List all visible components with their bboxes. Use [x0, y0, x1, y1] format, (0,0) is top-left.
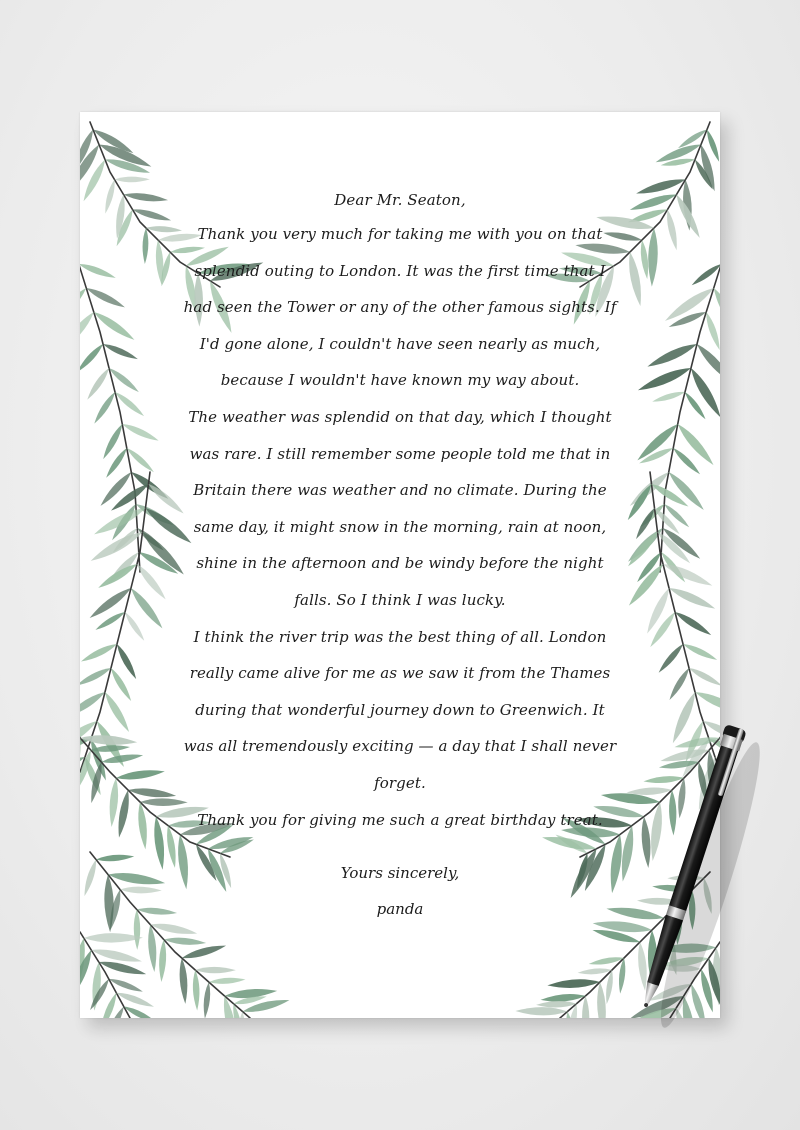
willow-leaf-icon — [596, 982, 608, 1018]
willow-leaf-icon — [209, 977, 246, 985]
willow-leaf-icon — [664, 209, 680, 251]
letter-line: Thank you very much for taking me with you on that — [197, 225, 603, 243]
willow-leaf-icon — [515, 1007, 567, 1016]
willow-leaf-icon — [636, 364, 693, 395]
letter-line: forget. — [374, 773, 426, 792]
willow-leaf-icon — [181, 942, 227, 961]
willow-leaf-icon — [687, 366, 720, 420]
letter-line: Thank you for giving me such a great birthday treat. — [197, 810, 603, 829]
willow-leaf-icon — [114, 177, 149, 183]
willow-leaf-icon — [80, 689, 107, 720]
willow-leaf-icon — [701, 877, 714, 914]
letter-line: was rare. I still remember some people told me that in — [189, 444, 611, 463]
willow-leaf-icon — [202, 982, 212, 1018]
willow-leaf-icon — [582, 996, 590, 1018]
willow-leaf-icon — [674, 902, 684, 945]
willow-leaf-icon — [656, 642, 685, 675]
letter-line: falls. So I think I was lucky. — [294, 590, 506, 609]
letter-line: I'd gone alone, I couldn't have seen nearly as much, — [199, 334, 601, 353]
willow-leaf-icon — [647, 930, 658, 990]
willow-leaf-icon — [80, 261, 117, 281]
willow-leaf-icon — [604, 970, 615, 1005]
willow-leaf-icon — [635, 176, 687, 198]
letter-line: really came alive for me as we saw it from the Thames — [189, 664, 611, 683]
willow-leaf-icon — [121, 421, 160, 443]
willow-stem — [80, 932, 130, 1018]
willow-leaf-icon — [158, 939, 167, 982]
letter-line: during that wonderful journey down to Greenwich. It — [195, 700, 605, 719]
willow-leaf-icon — [647, 228, 659, 287]
willow-leaf-icon — [132, 206, 172, 223]
letter-line: splendid outing to London. It was the first time that I — [194, 261, 606, 280]
letter-paper — [80, 112, 720, 1018]
salutation: Dear Mr. Seaton, — [334, 191, 466, 209]
willow-leaf-icon — [178, 958, 189, 1004]
willow-leaf-icon — [667, 875, 704, 881]
willow-leaf-icon — [536, 1000, 577, 1008]
willow-leaf-icon — [84, 933, 143, 943]
letter-line: The weather was splendid on that day, which I thought — [188, 407, 612, 426]
signature: panda — [376, 900, 424, 918]
willow-leaf-icon — [195, 967, 236, 974]
letter-line: because I wouldn't have known my way about. — [220, 371, 580, 390]
willow-leaf-icon — [108, 778, 120, 828]
willow-leaf-icon — [644, 586, 673, 635]
letter-line: was all tremendously exciting — a day that I shall never — [183, 737, 617, 756]
willow-leaf-icon — [588, 955, 624, 967]
willow-leaf-icon — [547, 978, 600, 990]
willow-leaf-icon — [640, 816, 653, 868]
willow-leaf-icon — [703, 311, 720, 351]
willow-leaf-icon — [96, 561, 139, 591]
willow-leaf-icon — [134, 909, 141, 949]
willow-leaf-icon — [673, 609, 713, 638]
willow-leaf-icon — [96, 853, 135, 862]
willow-leaf-icon — [115, 990, 155, 1010]
closing: Yours sincerely, — [340, 864, 460, 882]
willow-leaf-icon — [675, 421, 717, 468]
letter-line: I think the river trip was the best thing of all. London — [193, 627, 607, 646]
willow-leaf-icon — [85, 366, 112, 401]
willow-leaf-icon — [108, 976, 144, 994]
willow-leaf-icon — [103, 179, 118, 215]
willow-leaf-icon — [637, 897, 680, 905]
willow-leaf-icon — [92, 390, 118, 425]
willow-leaf-icon — [82, 859, 99, 897]
willow-leaf-icon — [192, 970, 200, 1011]
letter-line: shine in the afternoon and be windy before the night — [196, 554, 604, 573]
willow-leaf-icon — [115, 768, 165, 782]
willow-leaf-icon — [80, 342, 105, 374]
letter-line: Britain there was weather and no climate. During the — [193, 481, 607, 500]
willow-leaf-icon — [636, 942, 649, 992]
willow-leaf-icon — [668, 790, 677, 836]
willow-leaf-icon — [98, 470, 134, 509]
willow-leaf-icon — [123, 191, 168, 204]
willow-leaf-icon — [142, 228, 149, 264]
willow-leaf-icon — [689, 890, 696, 930]
letter-body — [170, 190, 630, 838]
letter-line: same day, it might snow in the morning, rain at noon, — [193, 517, 607, 536]
willow-leaf-icon — [651, 389, 685, 404]
willow-leaf-icon — [667, 666, 692, 701]
willow-leaf-icon — [662, 502, 691, 529]
willow-leaf-icon — [85, 285, 127, 311]
willow-leaf-icon — [629, 191, 678, 214]
willow-leaf-icon — [120, 886, 162, 894]
willow-leaf-icon — [123, 610, 147, 642]
willow-leaf-icon — [150, 921, 198, 937]
willow-leaf-icon — [652, 883, 692, 893]
letter-line: had seen the Tower or any of the other famous sights. If — [183, 298, 617, 317]
willow-leaf-icon — [666, 469, 707, 513]
willow-leaf-icon — [152, 816, 167, 870]
willow-leaf-icon — [164, 936, 207, 946]
